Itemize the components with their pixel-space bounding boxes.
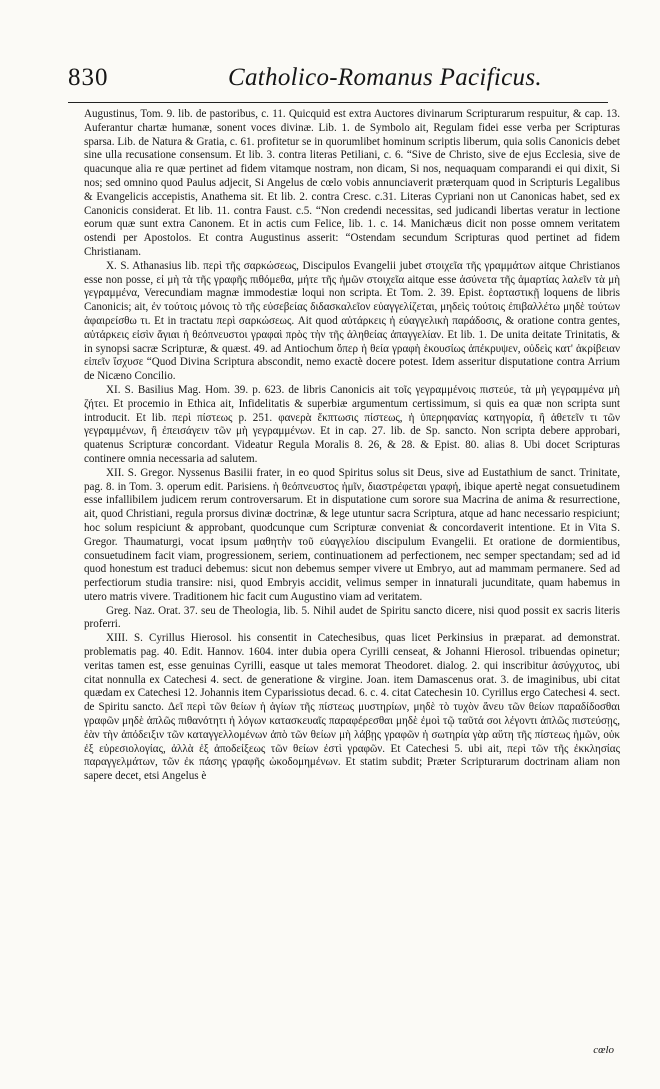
paragraph-basilius: XI. S. Basilius Mag. Hom. 39. p. 623. de libris Canonicis ait τοῖς γεγραμμένοις πιστεύε, τὰ μὴ γεγραμμένα μὴ ζήτει. Et procemio in Ethica ait, Infidelitatis & superbiæ argumentum certissimum, si quis ea quæ non scripta sunt introducit. Et lib. περὶ πίστεως p. 251. φανερὰ ἔκπτωσις πίστεως, ἡ ὑπερηφανίας κατηγορία, ἢ ἀθετεῖν τι τῶν γεγραμμένων, ἢ ἐπεισάγειν τῶν μὴ γεγραμμένων. Et in cap. 27. lib. de Sp. sancto. Non scripta debere approbari, quatenus Scripturæ concordant. Videatur Regula Moralis 8. 26, & 28. & Epist. 80. alias 8. Ubi docet Scripturas continere omnia necessaria ad salutem. bbox=[84, 383, 620, 465]
body-text bbox=[84, 108, 620, 784]
page-number: 830 bbox=[68, 64, 109, 91]
page-header bbox=[68, 62, 608, 103]
paragraph-gregor-nyssenus: XII. S. Gregor. Nyssenus Basilii frater, in eo quod Spiritus solus sit Deus, sive ad Eustathium de sanct. Trinitate, pag. 8. in Tom. 3. operum edit. Parisiens. ἡ θεόπνευστος ἡμῖν, διαστρέφεται γραφή, ibique apertè negat consuetudinem esse infallibilem judicem rerum controversarum. Et in disputatione cum sorore sua Macrina de anima & resurrectione, ait, quod Christiani, regula prorsus divinæ doctrinæ, & lege utuntur sacra Scriptura, atque ad hanc necessario respiciunt; hoc solum respiciunt & approbant, quodcunque cum Scripturæ conveniat & concordaverit intentione. Et in Vita S. Gregor. Thaumaturgi, vocat ipsum μαθητὴν τοῦ εὐαγγελίου discipulum Evangelii. Et oratione de dormientibus, consuetudinem facit viam, progressionem, seriem, continuationem ad perfectionem, nec semper spectandam; sed ad id quod honestum est traduci debemus: sicut non debemus semper vivere ut Embryo, aut ad mammam permanere. Sed ad perfectiorum studia transire: nisi, quod Embryis accidit, velimus semper in innaturali jucunditate, quam habemus in utero matris vivere. Traditionem hic facit cum Augustino viam ad veritatem. bbox=[84, 466, 620, 603]
running-title: Catholico-Romanus Pacificus. bbox=[228, 64, 542, 91]
paragraph-greg-naz: Greg. Naz. Orat. 37. seu de Theologia, lib. 5. Nihil audet de Spiritu sancto dicere, nisi quod possit ex sacris literis proferri. bbox=[84, 604, 620, 631]
paragraph-athanasius: X. S. Athanasius lib. περὶ τῆς σαρκώσεως, Discipulos Evangelii jubet στοιχεῖα τῆς γραμμάτων aitque Christianos esse non posse, εἰ μὴ τὰ τῆς γραφῆς πιθόμεθα, μήτε τῆς ἡμῶν στοιχεῖα aitque esse ἀσύνετα τῆς ἀμαρτίας λαλεῖν τὰ μὴ γεγραμμένα, Verecundiam magnæ immodestiæ loqui non scripta. Et Tom. 2. 39. Epist. ἑορταστικῇ loquens de libris Canonicis; ait, ἐν τούτοις μόνοις τὸ τῆς εὐσεβείας διδασκαλεῖον εὐαγγελίζεται, μηδεὶς τούτοις ἐπιβαλλέτω μηδὲ τούτων ἀφαιρείσθω τι. Et in tractatu περὶ σαρκώσεως. Ait quod αὐτάρκεις ἡ εὐαγγελικὴ παράδοσις, & oratione contra gentes, αὐτάρκεις εἰσὶν ἅγιαι ἡ θεόπνευστοι γραφαὶ πρὸς τὴν τῆς ἀληθείας ἀπαγγελίαν. Et lib. 1. De unita deitate Trinitatis, & in synopsi sacræ Scripturæ, & quæst. 49. ad Antiochum ὅπερ ἡ θεία γραφὴ ἑκουσίως ἀπέκρυψεν, οὐδεὶς κατ' ἀκρίβειαν εἰπεῖν ἴσχυσε “Quod Divina Scriptura abscondit, nemo exactè docere potest. Idem asseritur disputatione contra Arrium de Nicæno Concilio. bbox=[84, 259, 620, 383]
paragraph-cyrillus: XIII. S. Cyrillus Hierosol. his consentit in Catechesibus, quas licet Perkinsius in præparat. ad demonstrat. problematis pag. 40. Edit. Hannov. 1604. inter dubia opera Cyrilli censeat, & Johanni Hierosol. tribuendas opinetur; veritas tamen est, esse genuinas Cyrilli, easque ut tales memorat Theodoret. dialog. 2. qui inscribitur ἀσύγχυτος, ubi citat nonnulla ex Catechesi 4. sect. de generatione & virgine. Joan. item Damascenus orat. 3. de imaginibus, ubi citat quædam ex Catechesi 12. Johannis item Cyparissiotus decad. 6. c. 4. citat Catechesin 10. Cyrillus ergo Catechesi 4. sect. de Spiritu sancto. Δεῖ περὶ τῶν θείων ἡ ἁγίων τῆς πίστεως μυστηρίων, μηδὲ τὸ τυχὸν ἄνευ τῶν θείων παραδίδοσθαι γραφῶν μηδὲ ἁπλῶς πιθανότητι ἡ λόγων κατασκευαῖς παραφέρεσθαι μηδὲ ἐμοὶ τῷ ταῦτά σοι λέγοντι ἁπλῶς πιστεύσῃς, ἐὰν τὴν ἀπόδειξιν τῶν καταγγελλομένων ἀπὸ τῶν θείων μὴ λάβῃς γραφῶν ἡ σωτηρία γὰρ αὕτη τῆς πίστεως ἡμῶν, οὐκ ἐξ εὑρεσιολογίας, ἀλλὰ ἐξ ἀποδείξεως τῶν θείων ἐστὶ γραφῶν. Et Catechesi 5. ubi ait, περὶ τῶν τῆς ἐκκλησίας παραγγελμάτων, τῶν ἐκ πάσης γραφῆς ὠκοδομημένων. Et statim subdit; Præter Scripturarum doctrinam aliam non sapere decet, etsi Angelus è bbox=[84, 632, 620, 783]
paragraph-augustinus: Augustinus, Tom. 9. lib. de pastoribus, c. 11. Quicquid est extra Auctores divinarum Scripturarum respuitur, & cap. 13. Auferantur chartæ humanæ, sonent voces divinæ. Lib. 1. de Symbolo ait, Regulam fidei esse verba per Scripturas sparsa. Lib. de Natura & Gratia, c. 61. profitetur se in quorumlibet hominum scriptis liberum, quia solis Canonicis debet sine ulla recusatione consensum. Et lib. 3. contra literas Petiliani, c. 6. “Sive de Christo, sive de ejus Ecclesia, sive de quacunque alia re quæ pertinet ad fidem vitamque nostram, non dicam, Si nos, nequaquam comparandi ei qui dixit, Si nos; sed omnino quod Paulus adjecit, Si Angelus de cœlo vobis annunciaverit præterquam quod in Scripturis Legalibus & Evangelicis accepistis, Anathema sit. Et lib. 2. contra Cresc. c.31. Literas Cypriani non ut Canonicas habet, sed ex Canonicis considerat. Et lib. 11. contra Faust. c.5. “Non credendi necessitas, sed judicandi libertas veratur in lectione eorum quæ sunt extra Canonem. Et in actis cum Felice, lib. 1. c. 14. Manichæus dicit non posse omnem veritatem ostendi per Apostolos. Et contra Augustinus asserit: “Ostendam secundum Scripturas quod pertinet ad fidem Christianam. bbox=[84, 108, 620, 258]
catchword: cœlo bbox=[593, 1044, 614, 1056]
